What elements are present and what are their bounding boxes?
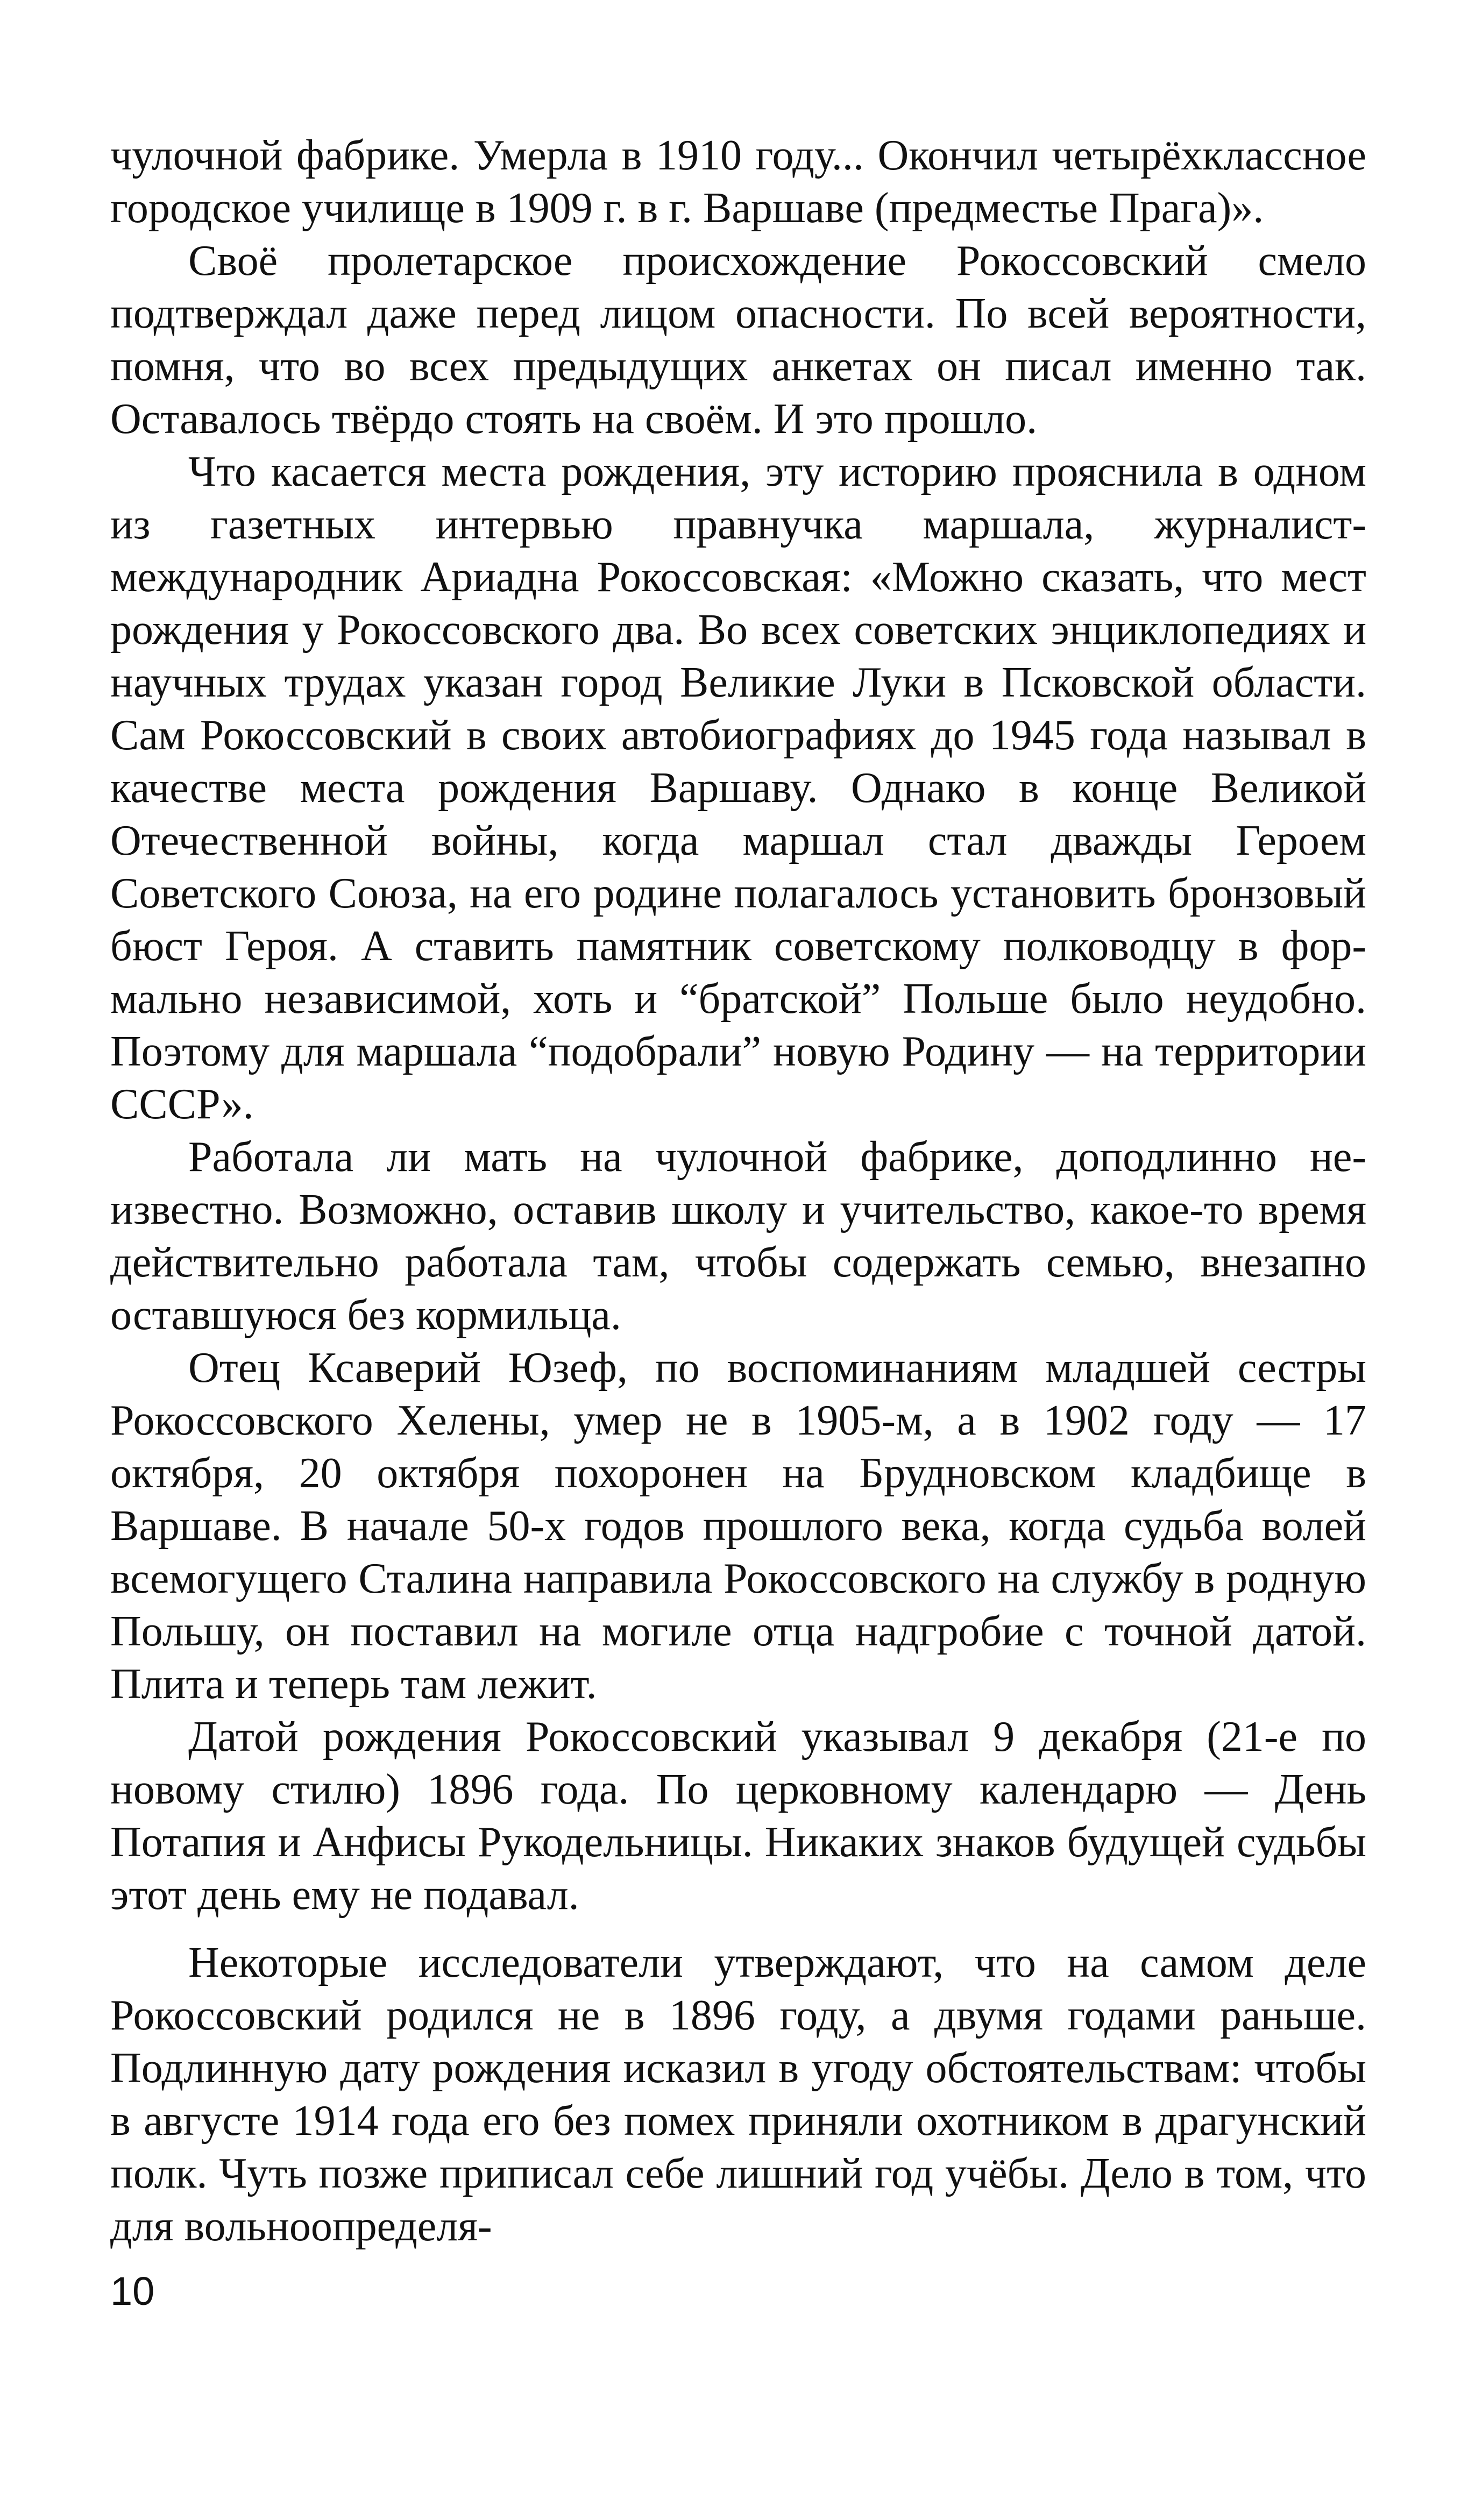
paragraph-birth-date: Датой рождения Рокоссовский указывал 9 декабря (21-е по новому стилю) 1896 года. По церковному календарю — День Потапия и Анфисы Рукодельницы. Никаких знаков будущей судьбы этот день ему не подавал. <box>110 1713 1366 1919</box>
paragraph-father: Отец Ксаверий Юзеф, по воспоминаниям младшей сестры Рокоссовского Хелены, умер не в 1905-м, а в 1902 году — 17 октября, 20 октября похоронен на Брудновском кладбище в Варшаве. В начале 50-х годов прошлого века, когда судьба волей всемогущего Сталина направила Рокоссовского на службу в родную Польшу, он поставил на могиле отца надгробие с точной датой. Плита и теперь там лежит. <box>110 1344 1366 1708</box>
paragraph-continuation: чулочной фабрике. Умерла в 1910 году... Окончил четырёхклассное городское училище в 1909 г. в г. Варшаве (предместье Прага)». <box>110 132 1366 232</box>
paragraph-researchers: Некоторые исследователи утверждают, что на самом деле Рокоссовский родился не в 1896 году, а двумя годами раньше. Подлинную дату рождения исказил в угоду обстоятельствам: чтобы в августе 1914 года его без помех приняли охотником в драгунский полк. Чуть позже приписал себе лишний год учёбы. Дело в том, что для вольноопределя- <box>110 1939 1366 2250</box>
page-number: 10 <box>110 2269 155 2313</box>
paragraph-birthplace: Что касается места рождения, эту историю прояснила в одном из газетных интервью правнучка маршала, журналист-международник Ариадна Рокоссовская: «Можно сказать, что мест рождения у Рокоссовского два. Во всех советских энциклопедиях и научных трудах указан город Великие Луки в Псковской области. Сам Рокоссовский в своих автобиографиях до 1945 года называл в качестве места рождения Варшаву. Однако в конце Великой Отечественной войны, когда маршал стал дважды Героем Советского Союза, на его родине полагалось установить бронзовый бюст Героя. А ставить памятник советскому полководцу в формально независимой, хоть и “братской” Польше было неудобно. Поэтому для маршала “подобрали” новую Родину — на территории СССР». <box>110 448 1366 1128</box>
body-text <box>110 129 1366 2253</box>
paragraph-proletarian-origin: Своё пролетарское происхождение Рокоссовский смело подтверждал даже перед лицом опасности. По всей вероятности, помня, что во всех предыдущих анкетах он писал именно так. Оставалось твёрдо стоять на своём. И это прошло. <box>110 237 1366 443</box>
paragraph-mother-work: Работала ли мать на чулочной фабрике, доподлинно неизвестно. Возможно, оставив школу и учительство, какое-то время действительно работала там, чтобы содержать семью, внезапно оставшуюся без кормильца. <box>110 1133 1366 1339</box>
